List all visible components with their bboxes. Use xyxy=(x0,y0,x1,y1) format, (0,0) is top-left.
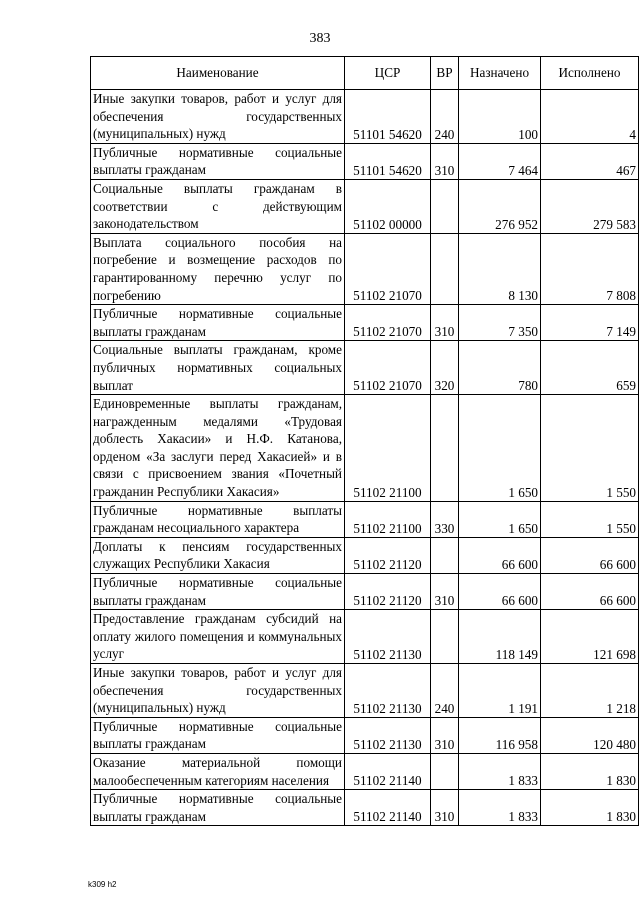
cell-executed: 66 600 xyxy=(541,537,639,573)
table-row xyxy=(91,574,639,610)
cell-vr xyxy=(431,179,459,233)
cell-name: Публичные нормативные социальные выплаты гражданам xyxy=(91,790,345,826)
footer-code: k309 h2 xyxy=(88,880,117,889)
header-row xyxy=(91,57,639,90)
cell-csr: 51101 54620 xyxy=(345,143,431,179)
cell-name: Выплата социального пособия на погребение и возмещение расходов по гарантированному перечню услуг по погребению xyxy=(91,233,345,304)
cell-csr: 51102 21070 xyxy=(345,305,431,341)
table-row xyxy=(91,610,639,664)
cell-vr: 330 xyxy=(431,501,459,537)
cell-csr: 51102 21100 xyxy=(345,501,431,537)
table-row xyxy=(91,90,639,144)
cell-csr: 51102 21130 xyxy=(345,717,431,753)
cell-executed: 1 550 xyxy=(541,395,639,502)
cell-csr: 51101 54620 xyxy=(345,90,431,144)
cell-vr xyxy=(431,610,459,664)
cell-name: Оказание материальной помощи малообеспеченным категориям населения xyxy=(91,753,345,789)
cell-csr: 51102 00000 xyxy=(345,179,431,233)
cell-planned: 780 xyxy=(459,341,541,395)
cell-vr: 310 xyxy=(431,717,459,753)
cell-name: Публичные нормативные социальные выплаты гражданам xyxy=(91,717,345,753)
cell-vr: 310 xyxy=(431,143,459,179)
table-row xyxy=(91,717,639,753)
cell-executed: 467 xyxy=(541,143,639,179)
cell-executed: 121 698 xyxy=(541,610,639,664)
cell-name: Публичные нормативные социальные выплаты гражданам xyxy=(91,143,345,179)
header-executed: Исполнено xyxy=(541,57,639,90)
cell-csr: 51102 21100 xyxy=(345,395,431,502)
cell-vr: 240 xyxy=(431,664,459,718)
table-row xyxy=(91,233,639,304)
page-number: 383 xyxy=(309,31,331,46)
cell-name: Публичные нормативные выплаты гражданам несоциального характера xyxy=(91,501,345,537)
budget-table xyxy=(90,56,639,826)
cell-planned: 7 350 xyxy=(459,305,541,341)
table-row xyxy=(91,537,639,573)
cell-vr: 240 xyxy=(431,90,459,144)
cell-csr: 51102 21120 xyxy=(345,574,431,610)
table-row xyxy=(91,753,639,789)
table-row xyxy=(91,790,639,826)
cell-vr: 310 xyxy=(431,305,459,341)
cell-csr: 51102 21070 xyxy=(345,341,431,395)
cell-csr: 51102 21070 xyxy=(345,233,431,304)
header-csr: ЦСР xyxy=(345,57,431,90)
cell-executed: 66 600 xyxy=(541,574,639,610)
table-row xyxy=(91,341,639,395)
cell-planned: 1 650 xyxy=(459,501,541,537)
cell-planned: 1 191 xyxy=(459,664,541,718)
table-row xyxy=(91,179,639,233)
cell-planned: 8 130 xyxy=(459,233,541,304)
cell-executed: 120 480 xyxy=(541,717,639,753)
cell-name: Иные закупки товаров, работ и услуг для обеспечения государственных (муниципальных) нужд xyxy=(91,664,345,718)
cell-vr xyxy=(431,753,459,789)
cell-planned: 1 833 xyxy=(459,790,541,826)
cell-vr: 320 xyxy=(431,341,459,395)
cell-executed: 659 xyxy=(541,341,639,395)
table-row xyxy=(91,664,639,718)
cell-name: Единовременные выплаты гражданам, награжденным медалями «Трудовая доблесть Хакасии» и Н.Ф. Катанова, орденом «За заслуги перед Хакасией» и в связи с присвоением звания «Почетный гражданин Республики Хакасия» xyxy=(91,395,345,502)
cell-planned: 116 958 xyxy=(459,717,541,753)
cell-planned: 1 833 xyxy=(459,753,541,789)
cell-planned: 7 464 xyxy=(459,143,541,179)
header-vr: ВР xyxy=(431,57,459,90)
cell-executed: 7 808 xyxy=(541,233,639,304)
table-row xyxy=(91,143,639,179)
cell-name: Доплаты к пенсиям государственных служащих Республики Хакасия xyxy=(91,537,345,573)
cell-csr: 51102 21130 xyxy=(345,610,431,664)
table-row xyxy=(91,305,639,341)
header-name: Наименование xyxy=(91,57,345,90)
cell-planned: 1 650 xyxy=(459,395,541,502)
cell-csr: 51102 21130 xyxy=(345,664,431,718)
cell-csr: 51102 21140 xyxy=(345,790,431,826)
cell-name: Социальные выплаты гражданам, кроме публичных нормативных социальных выплат xyxy=(91,341,345,395)
cell-vr xyxy=(431,395,459,502)
cell-executed: 279 583 xyxy=(541,179,639,233)
header-planned: Назначено xyxy=(459,57,541,90)
cell-planned: 276 952 xyxy=(459,179,541,233)
cell-executed: 1 550 xyxy=(541,501,639,537)
table-row xyxy=(91,501,639,537)
cell-name: Публичные нормативные социальные выплаты гражданам xyxy=(91,305,345,341)
cell-name: Иные закупки товаров, работ и услуг для обеспечения государственных (муниципальных) нужд xyxy=(91,90,345,144)
table-row xyxy=(91,395,639,502)
table-body xyxy=(91,90,639,826)
cell-planned: 66 600 xyxy=(459,537,541,573)
cell-vr: 310 xyxy=(431,790,459,826)
cell-name: Предоставление гражданам субсидий на оплату жилого помещения и коммунальных услуг xyxy=(91,610,345,664)
cell-vr: 310 xyxy=(431,574,459,610)
cell-executed: 1 218 xyxy=(541,664,639,718)
cell-name: Публичные нормативные социальные выплаты гражданам xyxy=(91,574,345,610)
cell-executed: 1 830 xyxy=(541,790,639,826)
cell-planned: 100 xyxy=(459,90,541,144)
cell-planned: 118 149 xyxy=(459,610,541,664)
cell-csr: 51102 21140 xyxy=(345,753,431,789)
cell-csr: 51102 21120 xyxy=(345,537,431,573)
cell-planned: 66 600 xyxy=(459,574,541,610)
cell-vr xyxy=(431,537,459,573)
cell-vr xyxy=(431,233,459,304)
cell-executed: 4 xyxy=(541,90,639,144)
cell-name: Социальные выплаты гражданам в соответствии с действующим законодательством xyxy=(91,179,345,233)
cell-executed: 7 149 xyxy=(541,305,639,341)
cell-executed: 1 830 xyxy=(541,753,639,789)
